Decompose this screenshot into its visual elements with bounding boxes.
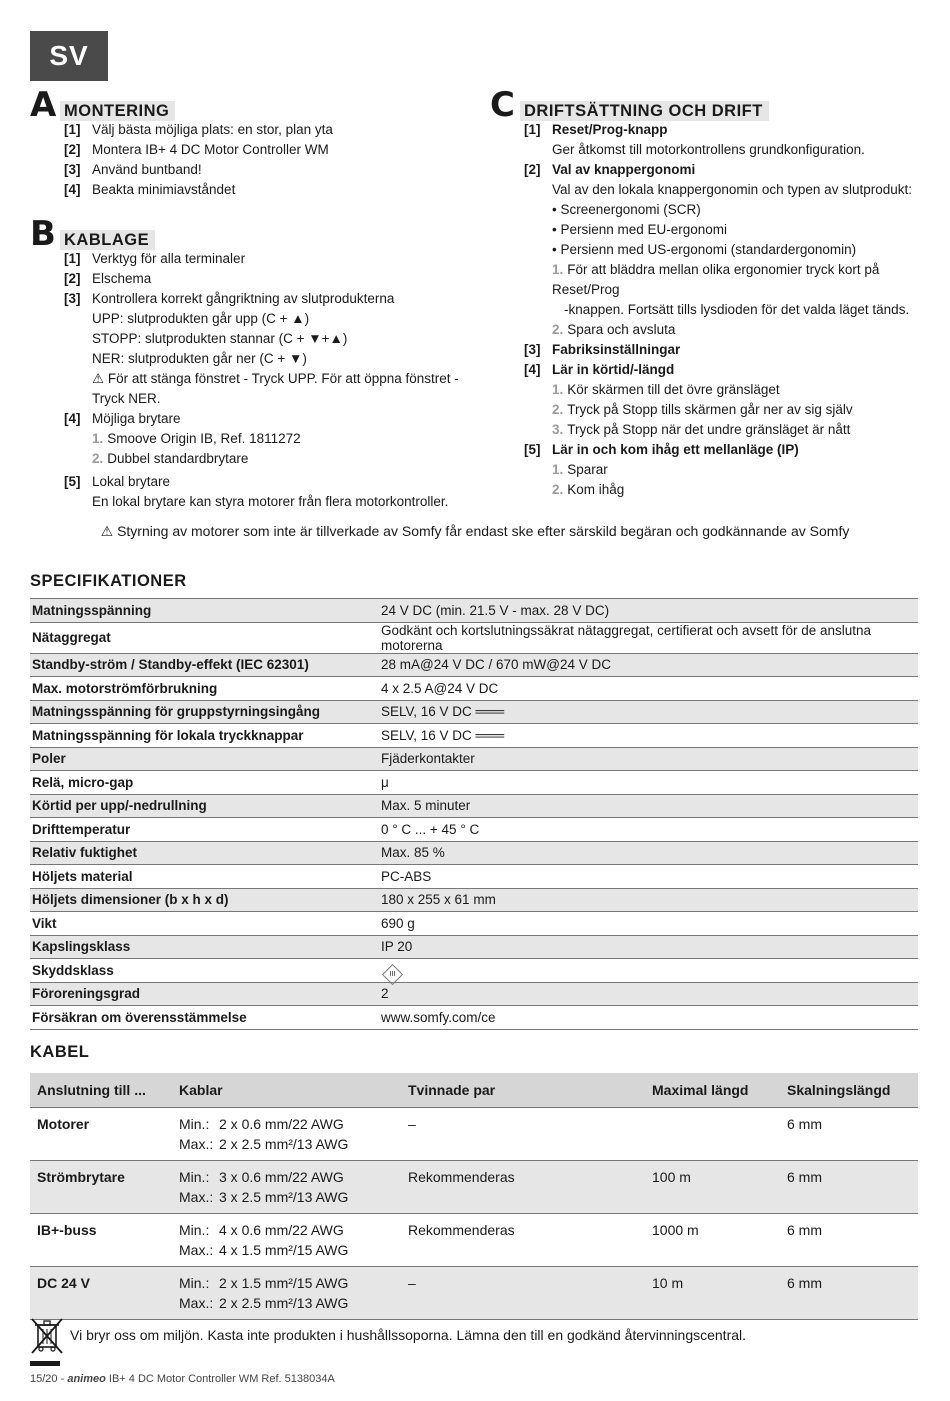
table-row <box>30 677 918 701</box>
section-title: DRIFTSÄTTNING OCH DRIFT <box>520 101 769 121</box>
min-value: 2 x 0.6 mm/22 AWG <box>219 1115 344 1132</box>
column-header: Kablar <box>172 1073 401 1107</box>
cable-min <box>179 1167 401 1187</box>
cable-spec <box>172 1213 401 1266</box>
list-item <box>30 472 470 492</box>
table-row <box>30 1213 918 1266</box>
cable-table <box>30 1073 918 1320</box>
footer-line <box>30 1373 335 1385</box>
max-length <box>645 1107 780 1160</box>
cable-spec <box>172 1107 401 1160</box>
direction-line: STOPP: slutprodukten stannar (C + ▼+▲) <box>92 331 348 346</box>
list-item <box>490 120 930 140</box>
list-item <box>490 340 930 360</box>
sub-number: 2. <box>92 451 104 466</box>
sub-number: 2. <box>552 322 564 337</box>
item-description: Val av den lokala knappergonomin och typen av slutprodukt: <box>552 182 912 197</box>
list-item <box>30 160 470 180</box>
section-c <box>490 85 930 500</box>
somfy-notice: ⚠ Styrning av motorer som inte är tillverkade av Somfy får endast ske efter särskild begäran och godkännande av Somfy <box>100 523 850 539</box>
item-number: [4] <box>524 362 541 377</box>
item-number: [4] <box>64 182 81 197</box>
item-text: Lär in och kom ihåg ett mellanläge (IP) <box>552 442 799 457</box>
cable-min <box>179 1114 401 1134</box>
spec-value: IP 20 <box>379 935 918 959</box>
spec-key: Relativ fuktighet <box>30 841 379 865</box>
connection-name: DC 24 V <box>30 1266 172 1319</box>
spec-value: SELV, 16 V DC ═══ <box>379 700 918 724</box>
spec-value: PC-ABS <box>379 865 918 889</box>
cable-spec <box>172 1160 401 1213</box>
max-value: 2 x 2.5 mm²/13 AWG <box>219 1294 349 1311</box>
strip-length: 6 mm <box>780 1213 918 1266</box>
max-label: Max.: <box>179 1188 214 1205</box>
item-text: Val av knappergonomi <box>552 162 696 177</box>
sub-item <box>490 460 930 480</box>
table-row <box>30 622 918 653</box>
max-value: 3 x 2.5 mm²/13 AWG <box>219 1188 349 1205</box>
sub-text: -knappen. Fortsätt tills lysdioden för det valda läget tänds. <box>564 302 910 317</box>
table-row <box>30 653 918 677</box>
column-header: Maximal längd <box>645 1073 780 1107</box>
spec-value: SELV, 16 V DC ═══ <box>379 724 918 748</box>
item-description: En lokal brytare kan styra motorer från flera motorkontroller. <box>92 494 449 509</box>
sub-item <box>490 380 930 400</box>
bullet-item: • Persienn med EU-ergonomi <box>552 222 728 237</box>
table-row <box>30 935 918 959</box>
spec-value: 690 g <box>379 912 918 936</box>
footer-bar <box>30 1361 60 1366</box>
item-number: [3] <box>64 291 81 306</box>
min-value: 3 x 0.6 mm/22 AWG <box>219 1168 344 1185</box>
cable-max <box>179 1293 401 1313</box>
table-header-row <box>30 1073 918 1107</box>
item-text: Elschema <box>92 271 152 286</box>
direction-line: UPP: slutprodukten går upp (C + ▲) <box>92 311 310 326</box>
item-number: [1] <box>64 251 81 266</box>
item-text: Beakta minimiavståndet <box>92 182 236 197</box>
spec-title: SPECIFIKATIONER <box>30 572 187 590</box>
spec-value: Godkänt och kortslutningssäkrat nätaggregat, certifierat och avsett för de anslutna motorerna <box>379 622 918 653</box>
item-text: Välj bästa möjliga plats: en stor, plan yta <box>92 122 333 137</box>
brand-logo: animeo <box>67 1373 106 1385</box>
item-number: [2] <box>64 271 81 286</box>
item-text: Montera IB+ 4 DC Motor Controller WM <box>92 142 329 157</box>
footer-separator: - <box>60 1373 65 1385</box>
strip-length: 6 mm <box>780 1160 918 1213</box>
spec-key: Standby-ström / Standby-effekt (IEC 62301) <box>30 653 379 677</box>
max-label: Max.: <box>179 1135 214 1152</box>
table-row <box>30 841 918 865</box>
list-item <box>490 360 930 380</box>
sub-text: För att bläddra mellan olika ergonomier tryck kort på Reset/Prog <box>552 262 880 297</box>
sub-number: 1. <box>92 431 104 446</box>
spec-table <box>30 598 918 1030</box>
item-description: Ger åtkomst till motorkontrollens grundkonfiguration. <box>552 142 865 157</box>
cable-min <box>179 1273 401 1293</box>
environment-note: Vi bryr oss om miljön. Kasta inte produkten i hushållssoporna. Lämna den till en godkänd återvinningscentral. <box>70 1327 747 1343</box>
item-text: Reset/Prog-knapp <box>552 122 668 137</box>
connection-name: Motorer <box>30 1107 172 1160</box>
cable-max <box>179 1134 401 1154</box>
sub-text: Sparar <box>567 462 608 477</box>
sub-text: Dubbel standardbrytare <box>107 451 249 466</box>
spec-value: Fjäderkontakter <box>379 747 918 771</box>
spec-key: Höljets dimensioner (b x h x d) <box>30 888 379 912</box>
cable-min <box>179 1220 401 1240</box>
column-header: Skalningslängd <box>780 1073 918 1107</box>
max-label: Max.: <box>179 1294 214 1311</box>
sub-item <box>490 480 930 500</box>
list-item <box>30 409 470 429</box>
list-item <box>30 269 470 289</box>
warning-line: ⚠ För att stänga fönstret - Tryck UPP. För att öppna fönstret - Tryck NER. <box>92 371 459 406</box>
cable-max <box>179 1187 401 1207</box>
list-item <box>30 120 470 140</box>
spec-key: Höljets material <box>30 865 379 889</box>
sub-number: 2. <box>552 482 564 497</box>
table-row <box>30 1266 918 1319</box>
spec-key: Poler <box>30 747 379 771</box>
table-row <box>30 724 918 748</box>
sub-item <box>490 320 930 340</box>
spec-value: 28 mA@24 V DC / 670 mW@24 V DC <box>379 653 918 677</box>
table-row <box>30 888 918 912</box>
item-number: [3] <box>524 342 541 357</box>
list-item <box>490 440 930 460</box>
spec-value: Max. 85 % <box>379 841 918 865</box>
item-text: Använd buntband! <box>92 162 202 177</box>
item-text: Kontrollera korrekt gångriktning av slutprodukterna <box>92 291 395 306</box>
sub-number: 3. <box>552 422 564 437</box>
crossed-bin-icon <box>30 1316 64 1356</box>
spec-key: Matningsspänning <box>30 599 379 623</box>
sub-number: 1. <box>552 382 564 397</box>
list-item <box>30 249 470 269</box>
max-label: Max.: <box>179 1241 214 1258</box>
item-number: [5] <box>64 474 81 489</box>
list-item <box>490 160 930 180</box>
spec-key: Kapslingsklass <box>30 935 379 959</box>
item-number: [4] <box>64 411 81 426</box>
min-label: Min.: <box>179 1274 210 1291</box>
spec-key: Körtid per upp/-nedrullning <box>30 794 379 818</box>
item-number: [1] <box>524 122 541 137</box>
sub-number: 2. <box>552 402 564 417</box>
sub-number: 1. <box>552 262 564 277</box>
max-value: 2 x 2.5 mm²/13 AWG <box>219 1135 349 1152</box>
spec-key: Relä, micro-gap <box>30 771 379 795</box>
section-letter: A <box>30 85 57 125</box>
sub-text: Kom ihåg <box>567 482 625 497</box>
twisted-pair: Rekommenderas <box>401 1213 645 1266</box>
cable-title: KABEL <box>30 1043 90 1061</box>
strip-length: 6 mm <box>780 1107 918 1160</box>
spec-value: 0 ° C ... + 45 ° C <box>379 818 918 842</box>
spec-value: www.somfy.com/ce <box>379 1006 918 1030</box>
cable-max <box>179 1240 401 1260</box>
sub-text: Kör skärmen till det övre gränsläget <box>567 382 780 397</box>
twisted-pair: – <box>401 1266 645 1319</box>
max-value: 4 x 1.5 mm²/15 AWG <box>219 1241 349 1258</box>
item-number: [2] <box>64 142 81 157</box>
sub-text: Tryck på Stopp tills skärmen går ner av sig själv <box>567 402 853 417</box>
table-row <box>30 865 918 889</box>
spec-key: Skyddsklass <box>30 959 379 983</box>
sub-item <box>490 420 930 440</box>
spec-value: μ <box>379 771 918 795</box>
column-header: Tvinnade par <box>401 1073 645 1107</box>
table-row <box>30 700 918 724</box>
spec-key: Vikt <box>30 912 379 936</box>
sub-text: Smoove Origin IB, Ref. 1811272 <box>107 431 301 446</box>
spec-key: Försäkran om överensstämmelse <box>30 1006 379 1030</box>
min-label: Min.: <box>179 1115 210 1132</box>
min-value: 2 x 1.5 mm²/15 AWG <box>219 1274 349 1291</box>
max-length: 100 m <box>645 1160 780 1213</box>
min-label: Min.: <box>179 1168 210 1185</box>
max-length: 10 m <box>645 1266 780 1319</box>
table-row <box>30 982 918 1006</box>
spec-key: Föroreningsgrad <box>30 982 379 1006</box>
table-row <box>30 747 918 771</box>
table-row <box>30 912 918 936</box>
section-a <box>30 85 470 200</box>
section-b <box>30 214 470 512</box>
sub-item <box>30 429 470 449</box>
table-row <box>30 818 918 842</box>
strip-length: 6 mm <box>780 1266 918 1319</box>
section-title: KABLAGE <box>60 230 155 250</box>
connection-name: IB+-buss <box>30 1213 172 1266</box>
protection-class-label: III <box>389 971 396 979</box>
table-row <box>30 794 918 818</box>
section-title: MONTERING <box>60 101 175 121</box>
page-number: 15/20 <box>30 1373 58 1385</box>
list-item <box>30 140 470 160</box>
item-number: [2] <box>524 162 541 177</box>
item-text: Lokal brytare <box>92 474 171 489</box>
spec-value <box>379 959 918 983</box>
item-text: Möjliga brytare <box>92 411 181 426</box>
spec-value: Max. 5 minuter <box>379 794 918 818</box>
sub-text: Spara och avsluta <box>567 322 676 337</box>
language-tag: SV <box>30 31 108 81</box>
direction-line: NER: slutprodukten går ner (C + ▼) <box>92 351 307 366</box>
table-row <box>30 959 918 983</box>
section-letter: B <box>30 214 56 254</box>
spec-value: 180 x 255 x 61 mm <box>379 888 918 912</box>
bullet-item: • Persienn med US-ergonomi (standardergonomin) <box>552 242 857 257</box>
section-letter: C <box>490 85 515 125</box>
table-row <box>30 1107 918 1160</box>
sub-item-continued <box>490 300 930 320</box>
spec-value: 24 V DC (min. 21.5 V - max. 28 V DC) <box>379 599 918 623</box>
sub-text: Tryck på Stopp när det undre gränsläget är nått <box>567 422 851 437</box>
item-text: Lär in körtid/-längd <box>552 362 675 377</box>
min-label: Min.: <box>179 1221 210 1238</box>
spec-key: Drifttemperatur <box>30 818 379 842</box>
bullet-item: • Screenergonomi (SCR) <box>552 202 701 217</box>
item-text: Verktyg för alla terminaler <box>92 251 246 266</box>
spec-value: 4 x 2.5 A@24 V DC <box>379 677 918 701</box>
item-text: Fabriksinställningar <box>552 342 681 357</box>
table-row <box>30 1006 918 1030</box>
twisted-pair: Rekommenderas <box>401 1160 645 1213</box>
spec-key: Matningsspänning för lokala tryckknappar <box>30 724 379 748</box>
list-item <box>30 289 470 309</box>
twisted-pair: – <box>401 1107 645 1160</box>
list-item <box>30 180 470 200</box>
spec-value: 2 <box>379 982 918 1006</box>
cable-spec <box>172 1266 401 1319</box>
connection-name: Strömbrytare <box>30 1160 172 1213</box>
document-reference: IB+ 4 DC Motor Controller WM Ref. 5138034A <box>108 1373 335 1385</box>
sub-number: 1. <box>552 462 564 477</box>
table-row <box>30 599 918 623</box>
spec-key: Matningsspänning för gruppstyrningsingång <box>30 700 379 724</box>
table-row <box>30 771 918 795</box>
spec-key: Nätaggregat <box>30 622 379 653</box>
max-length: 1000 m <box>645 1213 780 1266</box>
sub-item <box>490 260 930 300</box>
item-number: [1] <box>64 122 81 137</box>
spec-key: Max. motorströmförbrukning <box>30 677 379 701</box>
item-number: [3] <box>64 162 81 177</box>
min-value: 4 x 0.6 mm/22 AWG <box>219 1221 344 1238</box>
table-row <box>30 1160 918 1213</box>
sub-item <box>490 400 930 420</box>
sub-item <box>30 449 470 469</box>
item-number: [5] <box>524 442 541 457</box>
column-header: Anslutning till ... <box>30 1073 172 1107</box>
